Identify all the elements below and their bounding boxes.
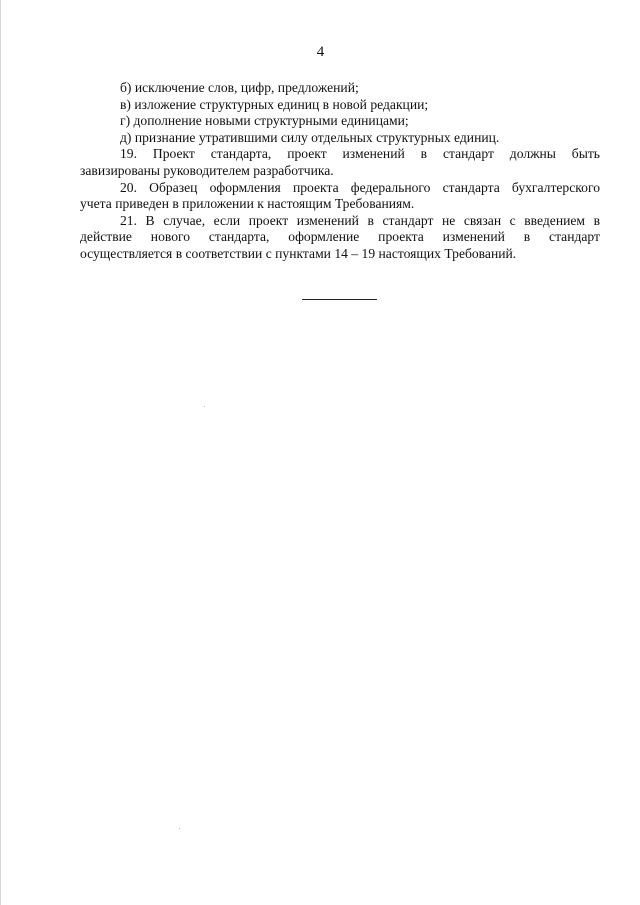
list-item-v [80, 97, 600, 114]
document-body [80, 80, 600, 263]
scan-speck [204, 406, 205, 407]
list-item-b [80, 80, 600, 97]
text-line: 20. Образец оформления проекта федерального стандарта бухгалтерского [120, 179, 600, 195]
list-item-d [80, 130, 600, 147]
text-line: д) признание утратившими силу отдельных структурных единиц. [120, 129, 500, 145]
paragraph-21 [80, 213, 600, 263]
text-line: б) исключение слов, цифр, предложений; [120, 80, 359, 95]
text-line: действие нового стандарта, оформление проекта изменений в стандарт [80, 229, 600, 245]
text-line: завизированы руководителем разработчика. [80, 162, 334, 178]
paragraph-20 [80, 180, 600, 213]
text-line: 19. Проект стандарта, проект изменений в стандарт должны быть [120, 146, 600, 162]
end-separator-line [302, 299, 377, 300]
paragraph-19 [80, 146, 600, 179]
text-line: г) дополнение новыми структурными единицами; [120, 113, 409, 129]
text-line: 21. В случае, если проект изменений в стандарт не связан с введением в [120, 212, 600, 228]
text-line: учета приведен в приложении к настоящим Требованиям. [80, 196, 415, 212]
list-item-g [80, 113, 600, 130]
page-number: 4 [316, 44, 325, 60]
text-line: в) изложение структурных единиц в новой редакции; [120, 96, 429, 112]
text-line: осуществляется в соответствии с пунктами 14 – 19 настоящих Требований. [80, 245, 517, 261]
scan-speck [179, 828, 180, 829]
